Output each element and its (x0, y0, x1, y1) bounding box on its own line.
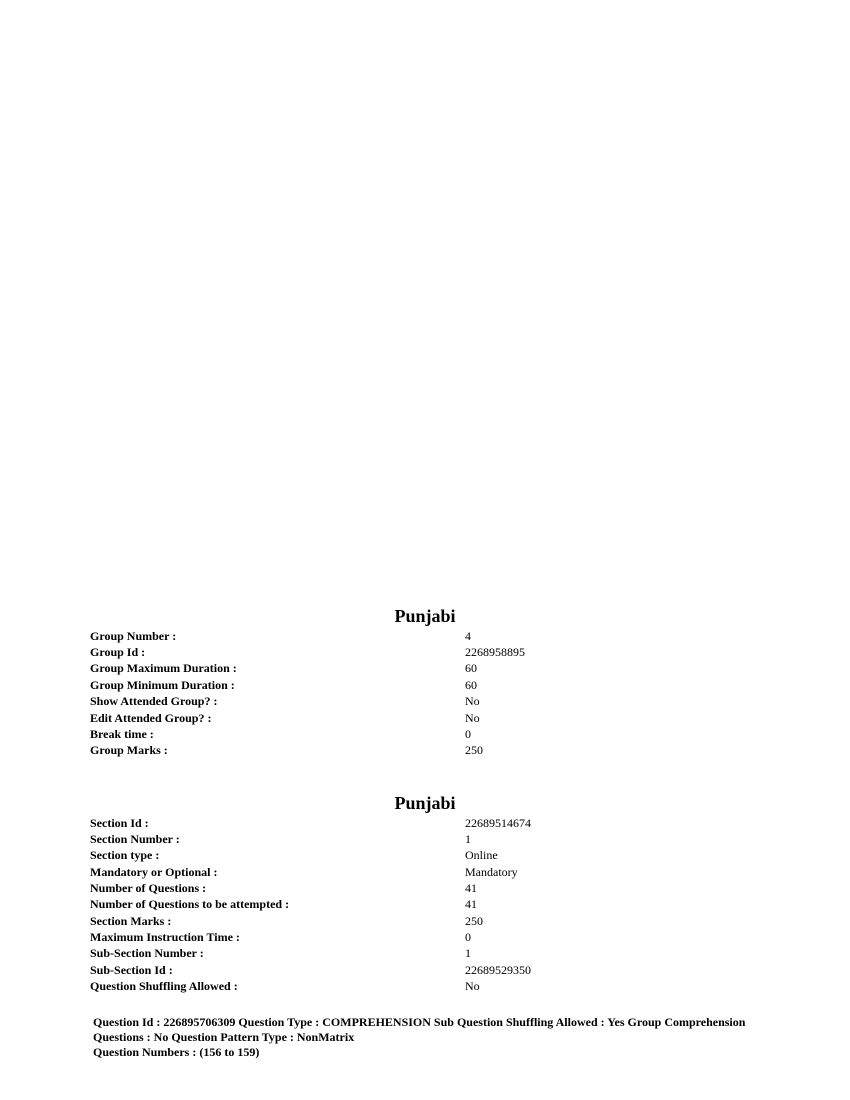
group-field-label: Edit Attended Group? : (90, 710, 212, 725)
section-field-value: 1 (465, 946, 471, 961)
section-field-label: Section Number : (90, 831, 180, 846)
section-field-value: 22689514674 (465, 815, 531, 830)
section-field-value: Mandatory (465, 864, 518, 879)
section-field-label: Section type : (90, 848, 160, 863)
section-field-label: Maximum Instruction Time : (90, 929, 240, 944)
group-block (0, 606, 850, 626)
section-field-label: Sub-Section Id : (90, 962, 173, 977)
group-field-value: 250 (465, 743, 483, 758)
section-block (0, 793, 850, 813)
question-info (93, 1015, 753, 1060)
section-field-label: Number of Questions : (90, 880, 207, 895)
section-field-value: 1 (465, 831, 471, 846)
group-field-label: Group Number : (90, 628, 177, 643)
group-field-label: Show Attended Group? : (90, 694, 218, 709)
group-field-value: 4 (465, 628, 471, 643)
section-field-label: Question Shuffling Allowed : (90, 979, 238, 993)
group-field-value: 2268958895 (465, 644, 525, 659)
group-title: Punjabi (394, 606, 456, 626)
section-field-label: Sub-Section Number : (90, 946, 204, 961)
section-field-label: Section Id : (90, 815, 149, 830)
section-field-value: 0 (465, 929, 471, 944)
group-field-label: Group Minimum Duration : (90, 677, 235, 692)
group-field-value: 60 (465, 661, 477, 676)
section-field-label: Number of Questions to be attempted : (90, 897, 290, 912)
section-field-value: No (465, 979, 480, 993)
group-field-label: Break time : (90, 726, 154, 741)
section-field-value: Online (465, 848, 498, 863)
group-field-label: Group Marks : (90, 743, 168, 758)
section-field-value: 41 (465, 880, 477, 895)
group-field-value: 0 (465, 726, 471, 741)
group-field-label: Group Id : (90, 644, 146, 659)
section-field-label: Mandatory or Optional : (90, 864, 218, 879)
section-field-value: 250 (465, 913, 483, 928)
question-numbers: Question Numbers : (156 to 159) (93, 1045, 260, 1059)
section-title: Punjabi (394, 793, 456, 813)
group-field-value: No (465, 710, 480, 725)
section-field-value: 41 (465, 897, 477, 912)
group-field-label: Group Maximum Duration : (90, 661, 237, 676)
question-meta-line: Question Id : 226895706309 Question Type : COMPREHENSION Sub Question Shuffling Allowed : Yes Group Comprehension Questions : No Question Pattern Type : NonMatrix (93, 1015, 746, 1044)
section-field-value: 22689529350 (465, 962, 531, 977)
group-field-value: 60 (465, 677, 477, 692)
section-field-label: Section Marks : (90, 913, 172, 928)
group-field-value: No (465, 694, 480, 709)
